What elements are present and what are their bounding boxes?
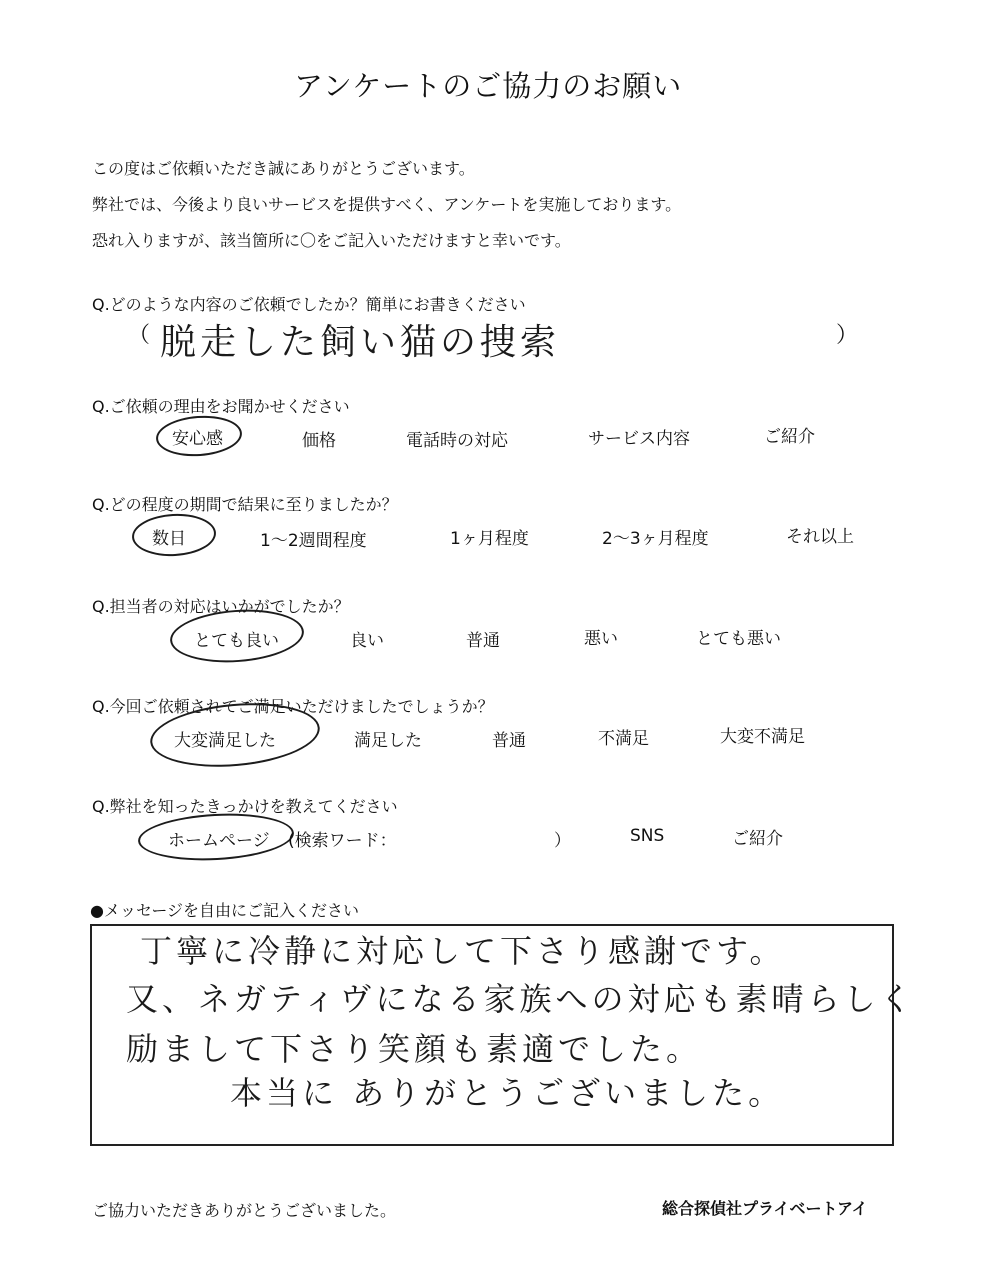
q3-option-3[interactable]: 1ヶ月程度 [450,529,529,549]
q1-open-paren: （ [128,323,151,348]
q4-option-3[interactable]: 普通 [466,631,500,651]
q6-option-referral[interactable]: ご紹介 [732,829,783,849]
q5-option-2[interactable]: 満足した [354,731,422,751]
q4-question: Q.担当者の対応はいかがでしたか？ [92,597,350,616]
q5-option-4[interactable]: 不満足 [598,729,649,749]
q6-close-paren: ） [554,831,571,851]
message-line-3: 励まして下さり笑顔も素適でした。 [126,1030,703,1068]
intro-line-3: 恐れ入りますが、該当箇所に〇をご記入いただけますと幸いです。 [92,231,571,250]
q2-option-3[interactable]: 電話時の対応 [406,431,508,451]
q5-question: Q.今回ご依頼されてご満足いただけましたでしょうか？ [92,697,494,716]
q6-search-word-label: (検索ワード： [288,831,397,851]
message-line-1: 丁寧に冷静に対応して下さり感謝です。 [140,932,786,970]
page-title: アンケートのご協力のお願い [294,69,683,103]
q1-close-paren: ） [836,323,859,348]
footer-thanks: ご協力いただきありがとうございました。 [92,1201,397,1220]
q3-option-5[interactable]: それ以上 [786,527,854,547]
q4-option-2[interactable]: 良い [350,631,384,651]
q5-option-3[interactable]: 普通 [492,731,526,751]
q1-handwritten-answer: 脱走した飼い猫の捜索 [160,322,561,363]
q3-question: Q.どの程度の期間で結果に至りましたか？ [92,495,398,514]
q3-option-4[interactable]: 2～3ヶ月程度 [602,529,709,549]
q3-option-1[interactable]: 数日 [152,529,186,549]
q5-option-5[interactable]: 大変不満足 [720,727,805,747]
q5-option-1[interactable]: 大変満足した [174,731,276,751]
q4-option-1[interactable]: とても良い [194,631,279,651]
message-line-2: 又、ネガティヴになる家族への対応も素晴らしく [126,980,916,1018]
q6-option-homepage[interactable]: ホームページ [168,831,270,851]
q6-question: Q.弊社を知ったきっかけを教えてください [92,797,398,816]
q1-question: Q.どのような内容のご依頼でしたか？簡単にお書きください [92,295,526,314]
q4-option-5[interactable]: とても悪い [696,629,781,649]
footer-company: 総合探偵社プライベートアイ [662,1199,868,1218]
q2-option-5[interactable]: ご紹介 [764,427,815,447]
q6-option-sns[interactable]: SNS [630,826,665,846]
q2-question: Q.ご依頼の理由をお聞かせください [92,397,350,416]
message-line-4: 本当に ありがとうございました。 [230,1074,785,1112]
q2-option-1[interactable]: 安心感 [172,429,223,449]
q4-option-4[interactable]: 悪い [584,629,618,649]
q2-option-2[interactable]: 価格 [302,431,336,451]
q3-option-2[interactable]: 1～2週間程度 [260,531,367,551]
message-label: ●メッセージを自由にご記入ください [90,901,360,920]
q2-option-4[interactable]: サービス内容 [588,429,690,449]
intro-line-1: この度はご依頼いただき誠にありがとうございます。 [92,159,475,178]
intro-line-2: 弊社では、今後より良いサービスを提供すべく、アンケートを実施しております。 [92,195,682,214]
